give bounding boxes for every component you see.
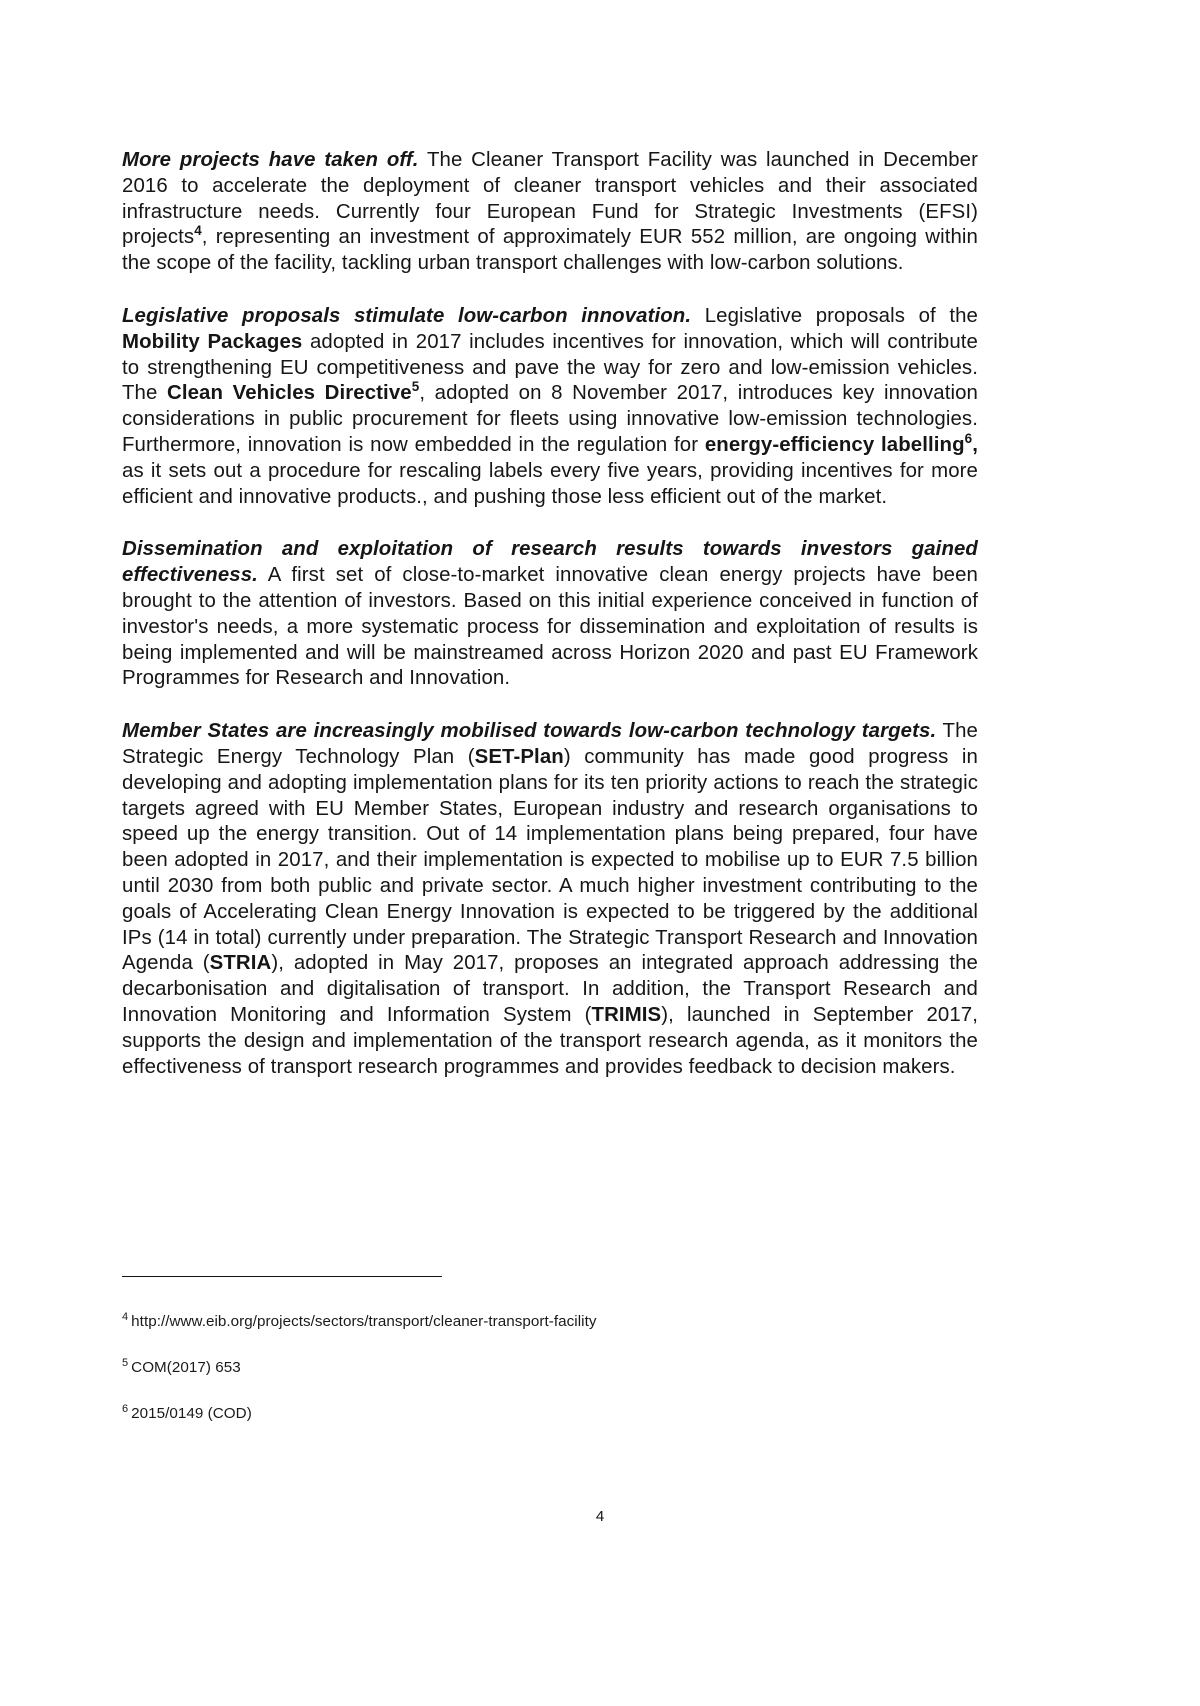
paragraph-text-tail: , representing an investment of approximately EUR 552 million, are ongoing within the scope of the facility, tackling urban transport challenges with low-carbon solutions. [122, 226, 978, 275]
paragraph-text-tail: as it sets out a procedure for rescaling labels every five years, providing incentives for more efficient and innovative products., and pushing those less efficient out of the market. [122, 459, 978, 508]
paragraph-text: ) community has made good progress in developing and adopting implementation plans for its ten priority actions to reach the strategic targets agreed with EU Member States, European industry and research organisations to speed up the energy transition. Out of 14 implementation plans being prepared, four have been adopted in 2017, and their implementation is expected to mobilise up to EUR 7.5 billion until 2030 from both public and private sector. A much higher investment contributing to the goals of Accelerating Clean Energy Innovation is expected to be triggered by the additional IPs (14 in total) currently under preparation. The Strategic Transport Research and Innovation Agenda ( [122, 745, 978, 975]
footnote-item [122, 1404, 978, 1424]
footnote-text[interactable]: http://www.eib.org/projects/sectors/transport/cleaner-transport-facility [131, 1313, 597, 1330]
paragraph-text: adopted in 2017 includes incentives for innovation, which will contribute to strengthening EU competitiveness and pave the way for zero and low-emission vehicles. The [122, 330, 978, 405]
term-clean-vehicles-directive: Clean Vehicles Directive [167, 382, 412, 405]
term-tail-comma: , [972, 433, 978, 456]
term-trimis: TRIMIS [591, 1003, 662, 1026]
paragraph-text: The Cleaner Transport Facility was launched in December 2016 to accelerate the deployment of cleaner transport vehicles and their associated infrastructure needs. Currently four European Fund for Strategic Investments (EFSI) projects [122, 149, 978, 249]
footnote-text: 2015/0149 (COD) [131, 1405, 252, 1422]
paragraph-member-states [122, 719, 978, 1080]
footnote-marker: 5 [122, 1356, 129, 1369]
page-number: 4 [595, 1508, 605, 1525]
term-stria: STRIA [209, 952, 272, 975]
paragraph-lead-in: Dissemination and exploitation of research results towards investors gained effectiveness. [122, 538, 978, 587]
footnote-ref-5[interactable]: 5 [411, 379, 420, 395]
paragraph-text: A first set of close-to-market innovative clean energy projects have been brought to the attention of investors. Based on this initial experience conceived in function of investor's needs, a more systematic process for dissemination and exploitation of results is being implemented and will be mainstreamed across Horizon 2020 and past EU Framework Programmes for Research and Innovation. [122, 564, 978, 690]
paragraph-more-projects [122, 148, 978, 277]
footnote-separator-rule [122, 1276, 442, 1277]
term-energy-efficiency-labelling: energy-efficiency labelling [704, 433, 965, 456]
footnote-marker: 4 [122, 1310, 129, 1323]
footnote-text: COM(2017) 653 [131, 1359, 241, 1376]
footnote-ref-4[interactable]: 4 [194, 223, 202, 239]
paragraph-text: ), adopted in May 2017, proposes an integrated approach addressing the decarbonisation and digitalisation of transport. In addition, the Transport Research and Innovation Monitoring and Information System ( [122, 952, 978, 1026]
paragraph-text: , adopted on 8 November 2017, introduces key innovation considerations in public procurement for fleets using innovative low-emission technologies. Furthermore, innovation is now embedded in the regulation for [122, 382, 978, 456]
footnote-item [122, 1312, 978, 1332]
paragraph-lead-in: More projects have taken off. [122, 149, 419, 171]
paragraph-text: The Strategic Energy Technology Plan ( [122, 720, 978, 768]
term-mobility-packages: Mobility Packages [122, 330, 303, 353]
paragraph-text: Legislative proposals of the [691, 304, 978, 327]
footnote-ref-6[interactable]: 6 [964, 431, 973, 447]
term-set-plan: SET-Plan [474, 745, 564, 768]
footnote-marker: 6 [122, 1402, 129, 1415]
paragraph-text-tail: ), launched in September 2017, supports the design and implementation of the transport research agenda, as it monitors the effectiveness of transport research programmes and provides feedback to decision makers. [122, 1003, 978, 1078]
paragraph-lead-in: Member States are increasingly mobilised towards low-carbon technology targets. [122, 720, 937, 743]
page-body-content [122, 148, 978, 1080]
paragraph-legislative-proposals [122, 304, 978, 510]
footnotes-section [122, 1312, 978, 1424]
footnote-item [122, 1358, 978, 1378]
paragraph-dissemination [122, 537, 978, 692]
paragraph-lead-in: Legislative proposals stimulate low-carbon innovation. [122, 304, 692, 327]
